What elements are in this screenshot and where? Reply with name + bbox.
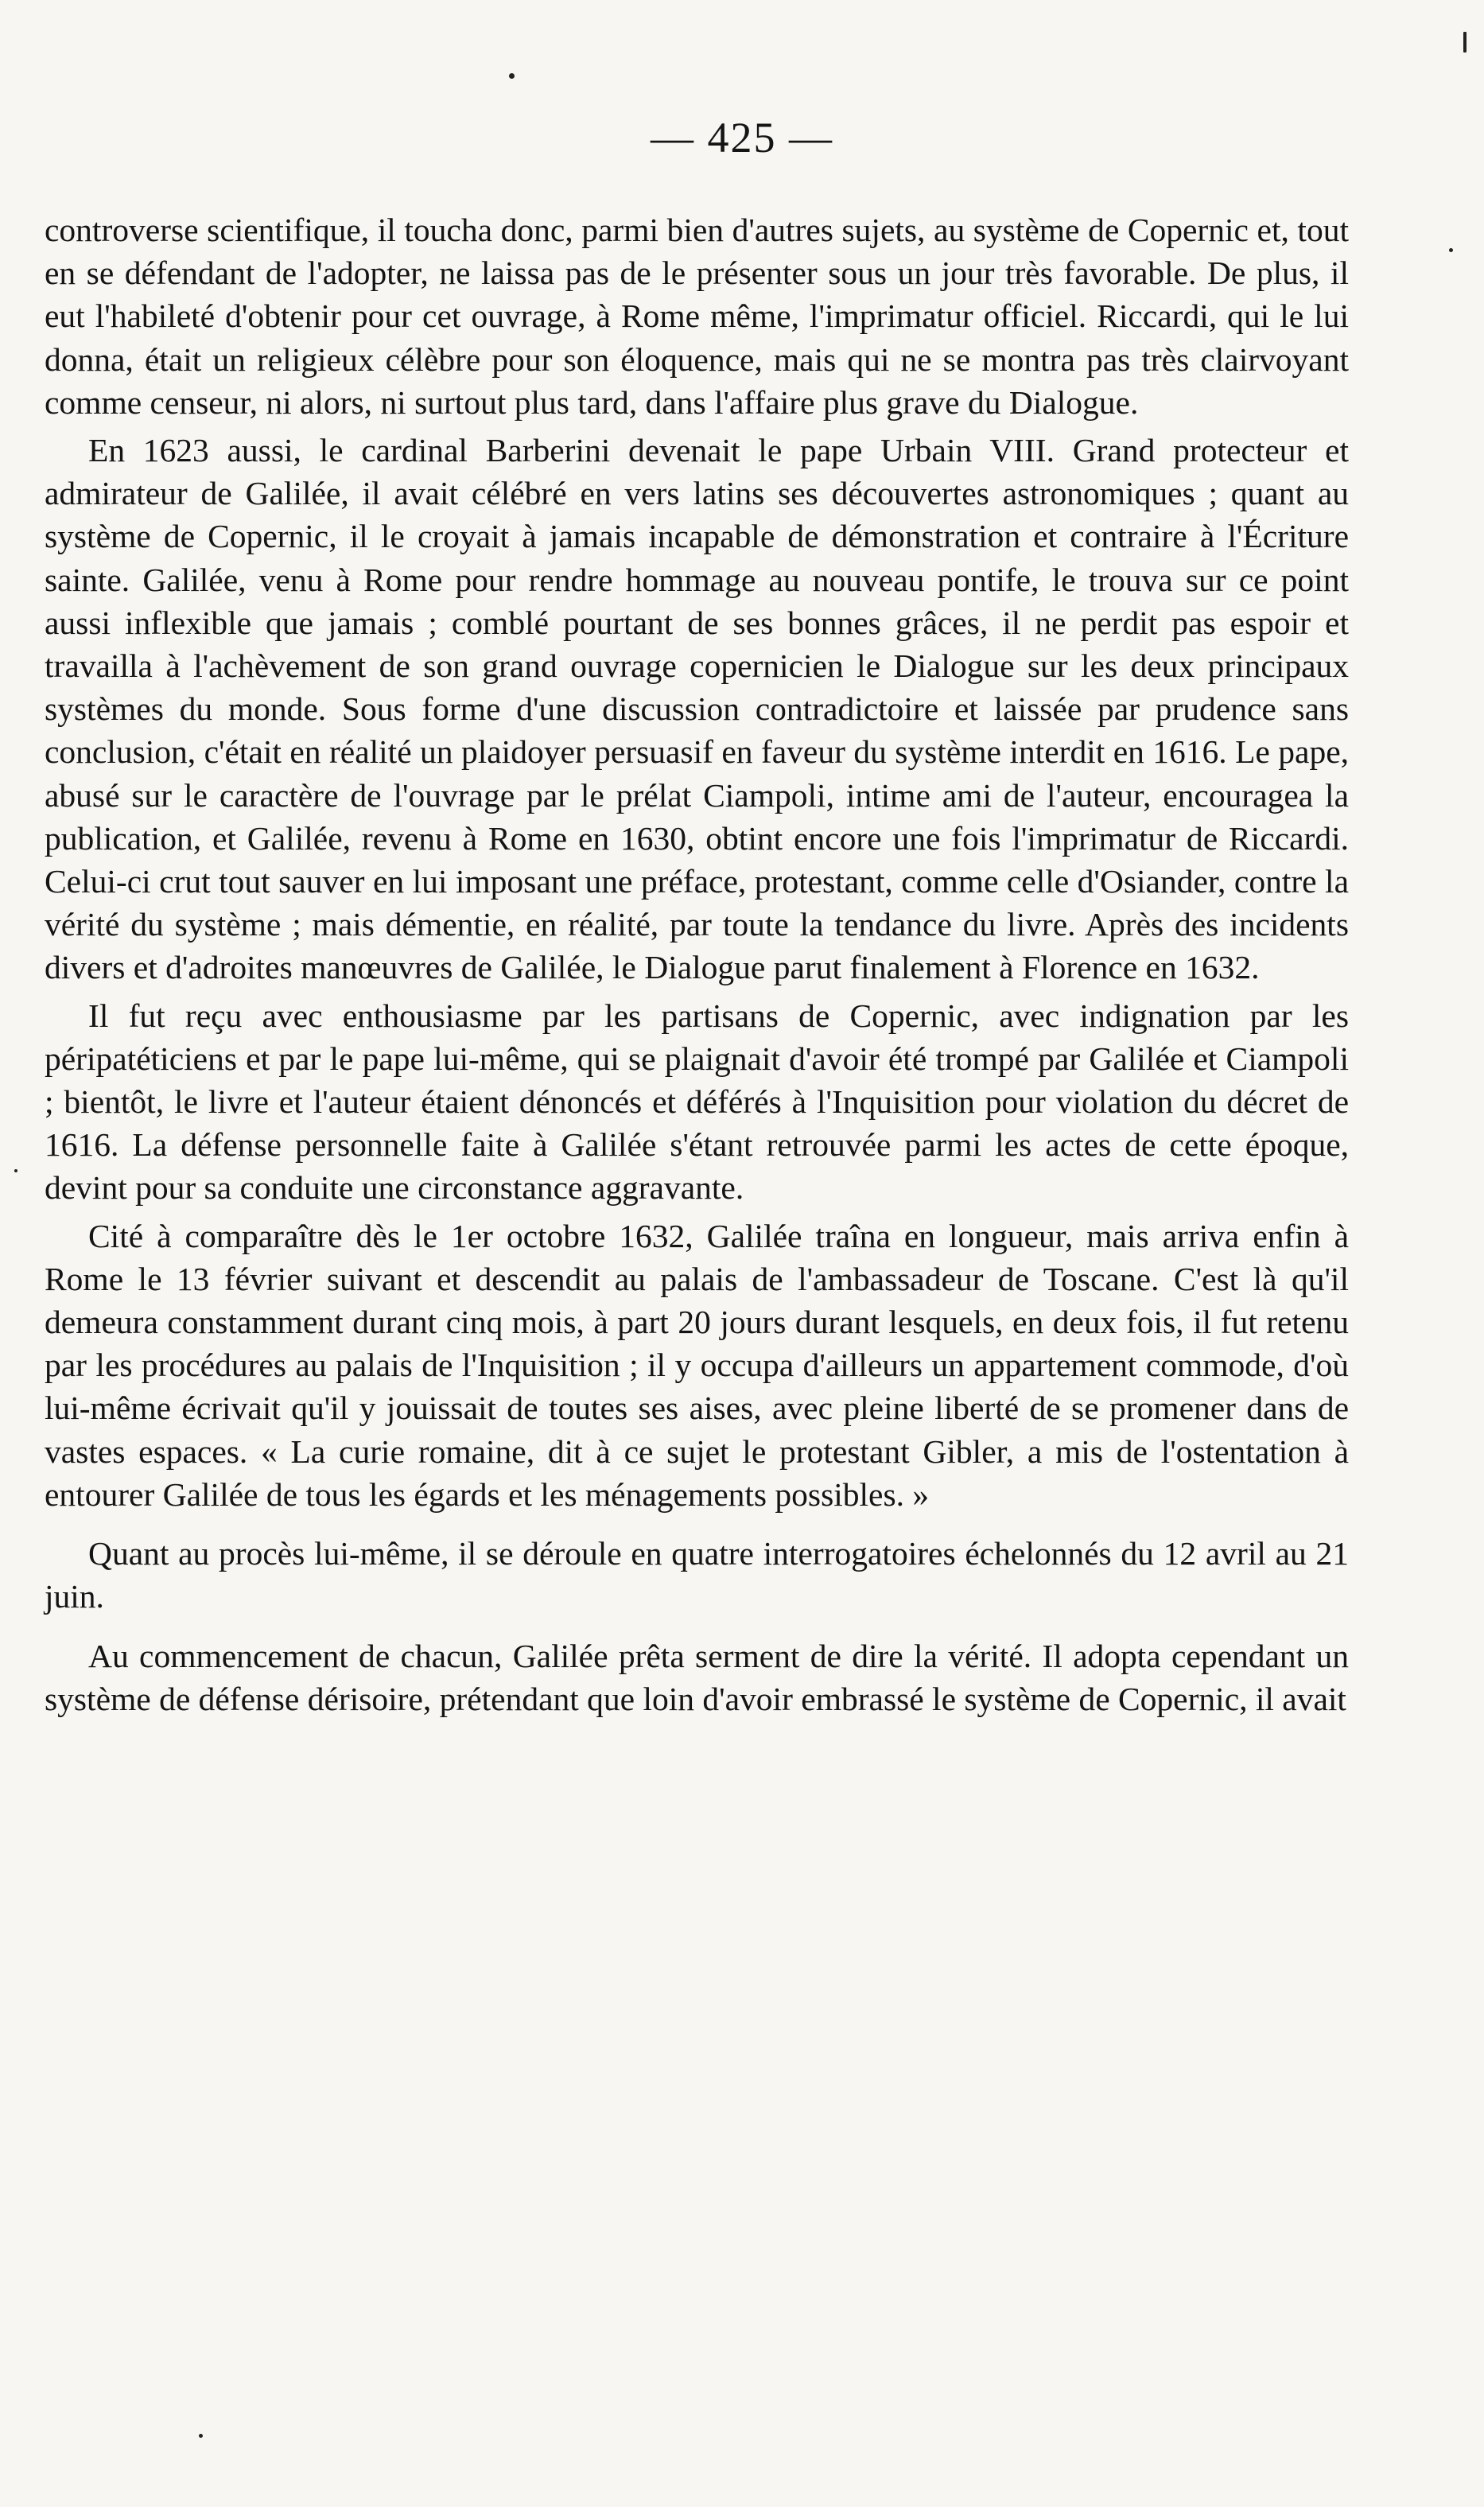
paragraph-6: Au commencement de chacun, Galilée prêta serment de dire la vérité. Il adopta cependant un système de défense dérisoire, prétendant que loin d'avoir embrassé le système de Copernic, il avait xyxy=(45,1637,1349,1717)
scan-speck xyxy=(14,1169,17,1172)
paragraph-4: Cité à comparaître dès le 1er octobre 1632, Galilée traîna en longueur, mais arriva enfin à Rome le 13 février suivant et descendit au palais de l'ambassadeur de Toscane. C'est là qu'il demeura constamment durant cinq mois, à part 20 jours durant lesquels, en deux fois, il fut retenu par les procédures au palais de l'Inquisition ; il y occupa d'ailleurs un appartement commode, d'où lui-même écrivait qu'il y jouissait de toutes ses aises, avec pleine liberté de se promener dans de vastes espaces. « La curie romaine, dit à ce sujet le protestant Gibler, a mis de l'ostentation à entourer Galilée de tous les égards et les ménagements possibles. » xyxy=(45,1217,1349,1513)
scan-edge-mark xyxy=(1463,32,1467,52)
page-number: — 425 — xyxy=(651,114,833,161)
scan-speck xyxy=(509,73,515,79)
scan-speck xyxy=(199,2434,203,2438)
body-text xyxy=(45,208,1349,1720)
paragraph-5: Quant au procès lui-même, il se déroule en quatre interrogatoires échelonnés du 12 avril au 21 juin. xyxy=(45,1535,1349,1615)
paragraph-3: Il fut reçu avec enthousiasme par les partisans de Copernic, avec indignation par les péripatéticiens et par le pape lui-même, qui se plaignait d'avoir été trompé par Galilée et Ciampoli ; bientôt, le livre et l'auteur étaient dénoncés et déférés à l'Inquisition pour violation du décret de 1616. La défense personnelle faite à Galilée s'étant retrouvée parmi les actes de cette époque, devint pour sa conduite une circonstance aggravante. xyxy=(45,997,1349,1207)
paragraph-1: controverse scientifique, il toucha donc, parmi bien d'autres sujets, au système de Copernic et, tout en se défendant de l'adopter, ne laissa pas de le présenter sous un jour très favorable. De plus, il eut l'habileté d'obtenir pour cet ouvrage, à Rome même, l'imprimatur officiel. Riccardi, qui le lui donna, était un religieux célèbre pour son éloquence, mais qui ne se montra pas très clairvoyant comme censeur, ni alors, ni surtout plus tard, dans l'affaire plus grave du Dialogue. xyxy=(45,212,1349,421)
paragraph-2: En 1623 aussi, le cardinal Barberini devenait le pape Urbain VIII. Grand protecteur et admirateur de Galilée, il avait célébré en vers latins ses découvertes astronomiques ; quant au système de Copernic, il le croyait à jamais incapable de démonstration et contraire à l'Écriture sainte. Galilée, venu à Rome pour rendre hommage au nouveau pontife, le trouva sur ce point aussi inflexible que jamais ; comblé pourtant de ses bonnes grâces, il ne perdit pas espoir et travailla à l'achèvement de son grand ouvrage copernicien le Dialogue sur les deux principaux systèmes du monde. Sous forme d'une discussion contradictoire et laissée par prudence sans conclusion, c'était en réalité un plaidoyer persuasif en faveur du système interdit en 1616. Le pape, abusé sur le caractère de l'ouvrage par le prélat Ciampoli, intime ami de l'auteur, encouragea la publication, et Galilée, revenu à Rome en 1630, obtint encore une fois l'imprimatur de Riccardi. Celui-ci crut tout sauver en lui imposant une préface, protestant, comme celle d'Osiander, contre la vérité du système ; mais démentie, en réalité, par toute la tendance du livre. Après des incidents divers et d'adroites manœuvres de Galilée, le Dialogue parut finalement à Florence en 1632. xyxy=(45,432,1349,986)
scan-speck xyxy=(1449,248,1453,252)
